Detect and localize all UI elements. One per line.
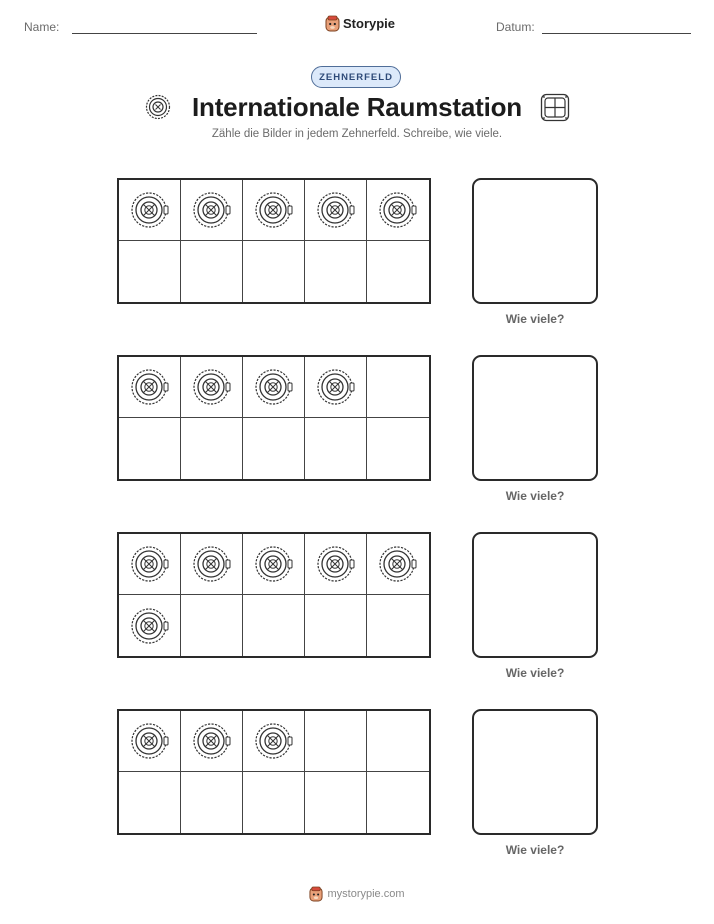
- ten-frame-cell: [181, 357, 243, 418]
- porthole-icon: [379, 545, 417, 583]
- ten-frame-cell: [181, 241, 243, 302]
- storypie-mascot-icon: [325, 15, 340, 32]
- ten-frame-cell: [119, 711, 181, 772]
- ten-frame-cell: [119, 772, 181, 833]
- ten-frame-cell: [367, 180, 429, 241]
- ten-frame-cell: [181, 711, 243, 772]
- answer-prompt-3: Wie viele?: [505, 666, 565, 680]
- page-title: Internationale Raumstation: [192, 92, 522, 122]
- answer-box-1[interactable]: [472, 178, 598, 304]
- ten-frame-cell: [305, 772, 367, 833]
- porthole-icon: [317, 368, 355, 406]
- ten-frame-cell: [243, 241, 305, 302]
- ten-frame-cell: [119, 595, 181, 656]
- ten-frame-cell: [181, 595, 243, 656]
- ten-frame-4: [117, 709, 431, 835]
- brand-name: Storypie: [343, 15, 396, 31]
- ten-frame-cell: [181, 772, 243, 833]
- ten-frame-cell: [243, 418, 305, 479]
- ten-frame-cell: [181, 534, 243, 595]
- ten-frame-cell: [243, 711, 305, 772]
- porthole-icon: [131, 607, 169, 645]
- ten-frame-3: [117, 532, 431, 658]
- answer-box-4[interactable]: [472, 709, 598, 835]
- porthole-icon: [131, 722, 169, 760]
- ten-frame-cell: [181, 180, 243, 241]
- ten-frame-cell: [367, 711, 429, 772]
- ten-frame-2: [117, 355, 431, 481]
- porthole-icon: [193, 191, 231, 229]
- ten-frame-cell: [119, 534, 181, 595]
- date-line[interactable]: [542, 33, 691, 34]
- ten-frame-cell: [243, 772, 305, 833]
- porthole-icon: [317, 545, 355, 583]
- porthole-icon: [255, 722, 293, 760]
- footer: [0, 886, 714, 902]
- ten-frame-cell: [243, 180, 305, 241]
- porthole-icon: [131, 368, 169, 406]
- window-icon: [540, 93, 570, 122]
- ten-frame-cell: [305, 711, 367, 772]
- ten-frame-cell: [305, 418, 367, 479]
- name-label: Name:: [24, 20, 60, 34]
- porthole-icon: [193, 722, 231, 760]
- porthole-icon: [131, 191, 169, 229]
- porthole-icon: [193, 545, 231, 583]
- worksheet-type-badge: ZEHNERFELD: [311, 66, 401, 88]
- ten-frame-1: [117, 178, 431, 304]
- ten-frame-cell: [119, 357, 181, 418]
- answer-prompt-4: Wie viele?: [505, 843, 565, 857]
- footer-url[interactable]: mystorypie.com: [327, 888, 405, 900]
- porthole-icon: [255, 191, 293, 229]
- porthole-icon: [255, 368, 293, 406]
- answer-box-2[interactable]: [472, 355, 598, 481]
- ten-frame-cell: [367, 595, 429, 656]
- porthole-icon: [317, 191, 355, 229]
- ten-frame-cell: [119, 241, 181, 302]
- ten-frame-cell: [367, 357, 429, 418]
- answer-prompt-2: Wie viele?: [505, 489, 565, 503]
- ten-frame-cell: [305, 534, 367, 595]
- porthole-icon: [131, 545, 169, 583]
- ten-frame-cell: [305, 595, 367, 656]
- ten-frame-cell: [305, 357, 367, 418]
- porthole-icon: [193, 368, 231, 406]
- answer-prompt-1: Wie viele?: [505, 312, 565, 326]
- porthole-icon: [379, 191, 417, 229]
- ten-frame-cell: [119, 180, 181, 241]
- answer-box-3[interactable]: [472, 532, 598, 658]
- instructions: Zähle die Bilder in jedem Zehnerfeld. Schreibe, wie viele.: [211, 128, 503, 140]
- brand-logo: [325, 13, 395, 33]
- porthole-icon: [255, 545, 293, 583]
- ten-frame-cell: [367, 772, 429, 833]
- ten-frame-cell: [367, 534, 429, 595]
- storypie-mascot-icon: [309, 886, 323, 902]
- ten-frame-cell: [243, 595, 305, 656]
- ten-frame-cell: [367, 418, 429, 479]
- ten-frame-cell: [181, 418, 243, 479]
- date-label: Datum:: [496, 20, 535, 34]
- ten-frame-cell: [119, 418, 181, 479]
- name-line[interactable]: [72, 33, 257, 34]
- ten-frame-cell: [243, 357, 305, 418]
- ten-frame-cell: [305, 241, 367, 302]
- ten-frame-cell: [243, 534, 305, 595]
- ten-frame-cell: [367, 241, 429, 302]
- ten-frame-cell: [305, 180, 367, 241]
